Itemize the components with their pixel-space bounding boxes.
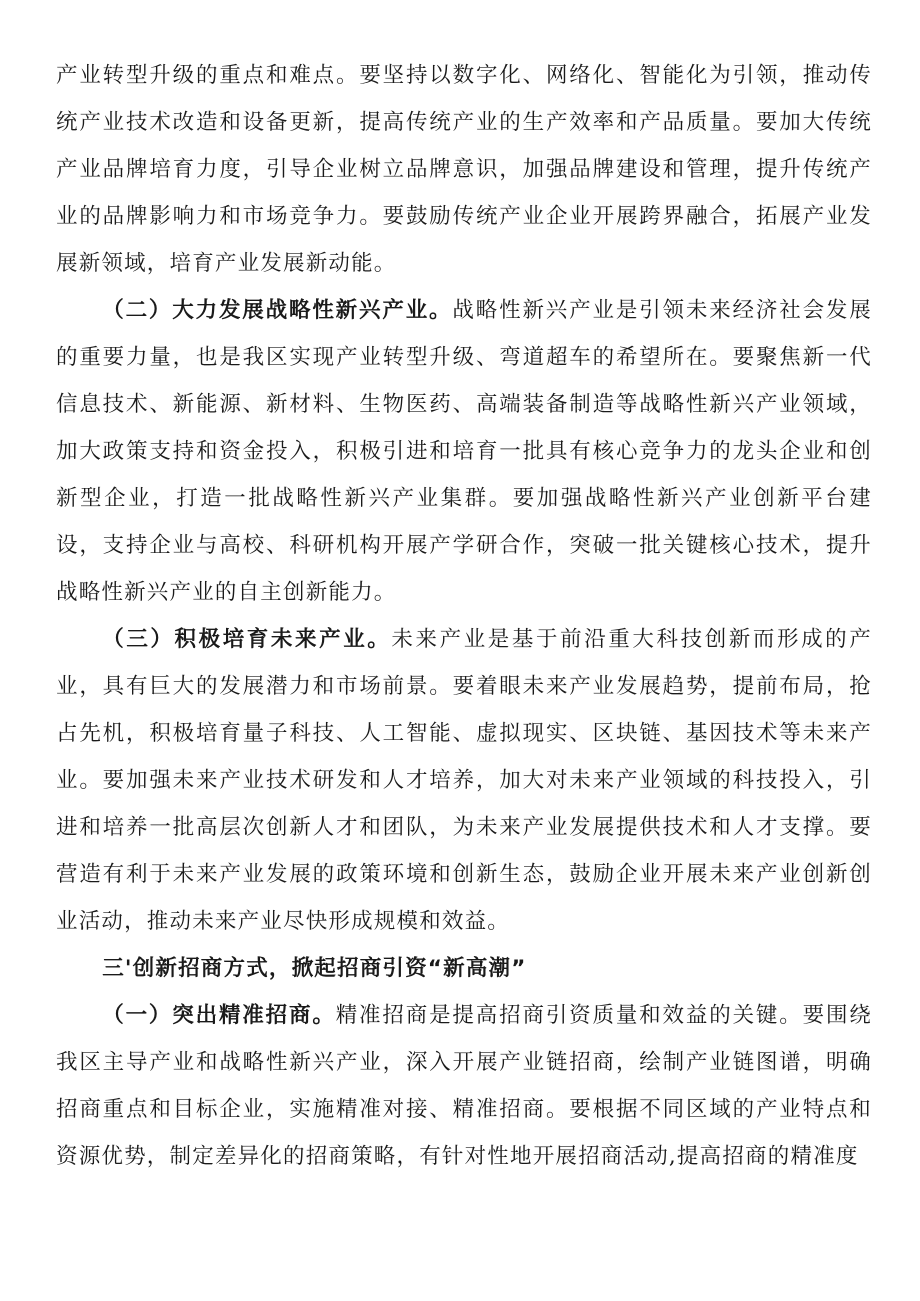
- paragraph-precise-investment: [56, 992, 872, 1180]
- section-heading: 三'创新招商方式，掀起招商引资“新高潮”: [102, 956, 527, 981]
- paragraph-heading: （一）突出精准招商。: [102, 1003, 336, 1028]
- paragraph-text: 未来产业是基于前沿重大科技创新而形成的产业，具有巨大的发展潜力和市场前景。要着眼未来产业发展趋势，提前布局，抢占先机，积极培育量子科技、人工智能、虚拟现实、区块链、基因技术等未来产业。要加强未来产业技术研发和人才培养，加大对未来产业领域的科技投入，引进和培养一批高层次创新人才和团队，为未来产业发展提供技术和人才支撑。要营造有利于未来产业发展的政策环境和创新生态，鼓励企业开展未来产业创新创业活动，推动未来产业尽快形成规模和效益。: [56, 627, 872, 934]
- paragraph-text: 产业转型升级的重点和难点。要坚持以数字化、网络化、智能化为引领，推动传统产业技术改造和设备更新，提高传统产业的生产效率和产品质量。要加大传统产业品牌培育力度，引导企业树立品牌意识，加强品牌建设和管理，提升传统产业的品牌影响力和市场竞争力。要鼓励传统产业企业开展跨界融合，拓展产业发展新领域，培育产业发展新动能。: [56, 63, 872, 276]
- paragraph-text: 战略性新兴产业是引领未来经济社会发展的重要力量，也是我区实现产业转型升级、弯道超车的希望所在。要聚焦新一代信息技术、新能源、新材料、生物医药、高端装备制造等战略性新兴产业领域，加大政策支持和资金投入，积极引进和培育一批具有核心竞争力的龙头企业和创新型企业，打造一批战略性新兴产业集群。要加强战略性新兴产业创新平台建设，支持企业与高校、科研机构开展产学研合作，突破一批关键核心技术，提升战略性新兴产业的自主创新能力。: [56, 298, 872, 605]
- paragraph-text: 精准招商是提高招商引资质量和效益的关键。要围绕我区主导产业和战略性新兴产业，深入开展产业链招商，绘制产业链图谱，明确招商重点和目标企业，实施精准对接、精准招商。要根据不同区域的产业特点和资源优势，制定差异化的招商策略，有针对性地开展招商活动,提高招商的精准度: [56, 1003, 872, 1169]
- paragraph-heading: （二）大力发展战略性新兴产业。: [102, 298, 453, 323]
- document-page: [56, 52, 872, 1180]
- paragraph-strategic-emerging-industry: [56, 287, 872, 616]
- paragraph-future-industry: [56, 616, 872, 945]
- paragraph-heading: （三）积极培育未来产业。: [102, 627, 392, 652]
- paragraph-traditional-industry: [56, 52, 872, 287]
